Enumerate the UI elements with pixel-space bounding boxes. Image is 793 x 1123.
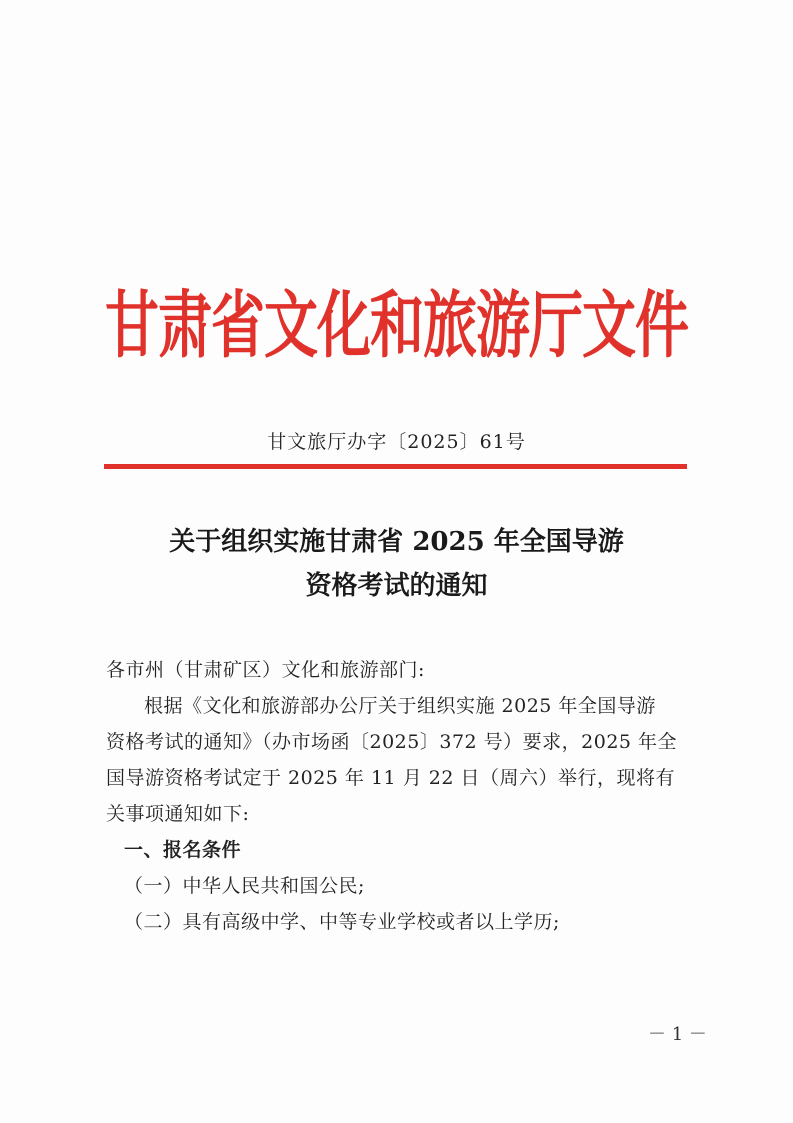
paragraph-line: 关事项通知如下: [106, 803, 250, 825]
paragraph-line: 根据《文化和旅游部办公厅关于组织实施 2025 年全国导游 [144, 695, 656, 717]
paragraph-line: 国导游资格考试定于 2025 年 11 月 22 日（周六）举行，现将有 [106, 767, 675, 789]
red-divider-line [104, 464, 687, 469]
paragraph-line: 资格考试的通知》（办市场函〔2025〕372 号）要求，2025 年全 [106, 731, 678, 753]
salutation: 各市州（甘肃矿区）文化和旅游部门: [106, 659, 425, 681]
section-heading: 一、报名条件 [124, 839, 242, 861]
issuer-title: 甘肃省文化和旅游厅文件 [105, 282, 688, 368]
notice-title [0, 520, 793, 608]
list-item: （二）具有高级中学、中等专业学校或者以上学历; [124, 911, 560, 933]
page-number: － 1 － [648, 1024, 707, 1045]
list-item: （一）中华人民共和国公民; [124, 875, 365, 897]
notice-title-line-1: 关于组织实施甘肃省 2025 年全国导游 [169, 527, 624, 557]
notice-body [106, 652, 696, 940]
document-number: 甘文旅厅办字〔2025〕61号 [267, 431, 526, 453]
notice-title-line-2: 资格考试的通知 [305, 571, 488, 601]
